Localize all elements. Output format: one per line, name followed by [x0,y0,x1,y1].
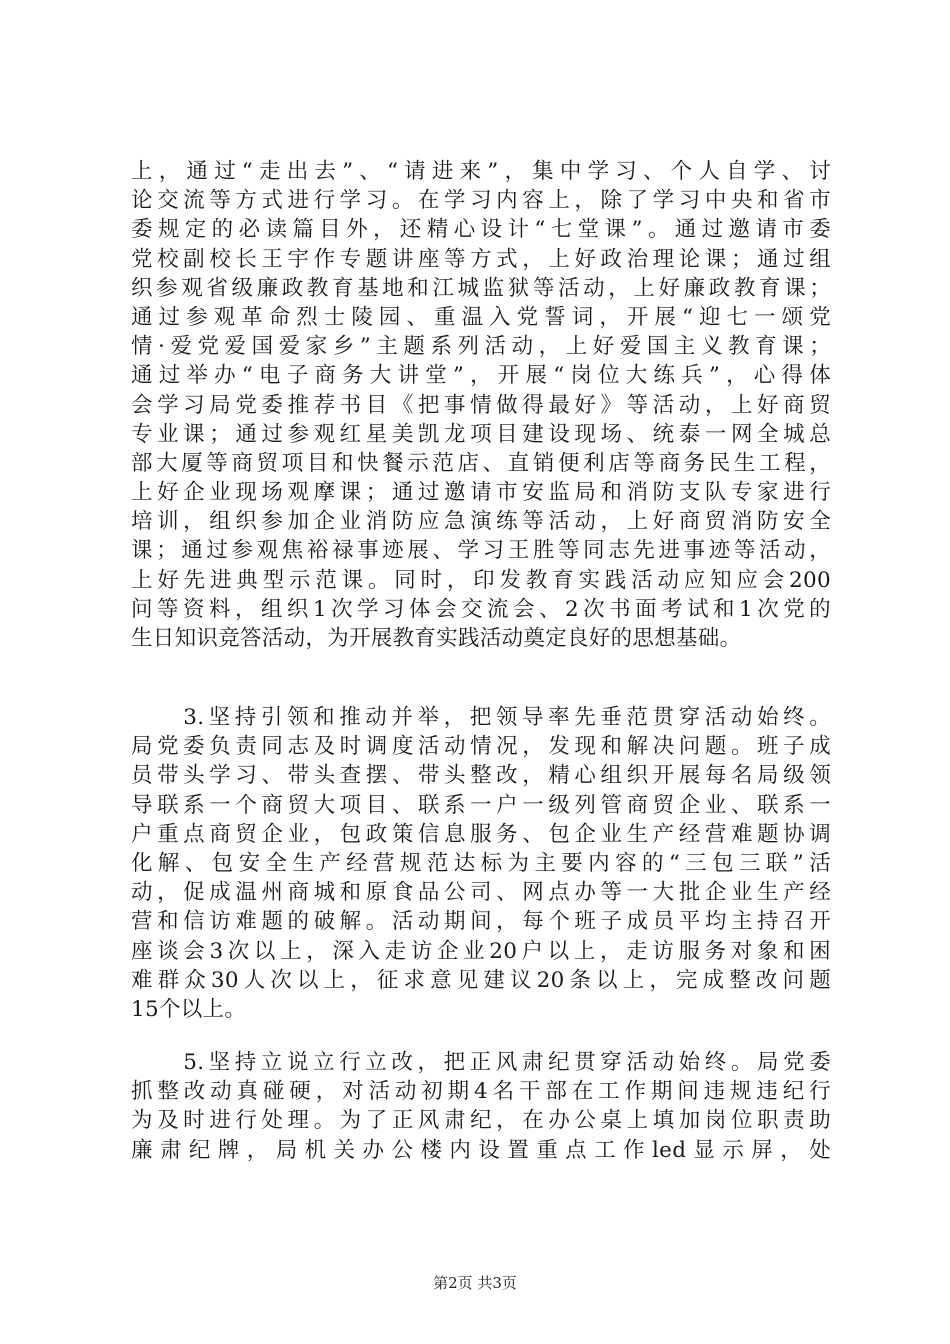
text-line: 营和信访难题的破解。活动期间，每个班子成员平均主持召开 [131,909,831,935]
page-footer: 第2页 共3页 [433,1274,517,1292]
text-line: 通过参观革命烈士陵园、重温入党誓词，开展“迎七一颂党 [131,304,831,330]
text-line: 织参观省级廉政教育基地和江城监狱等活动，上好廉政教育课； [131,275,831,301]
text-line: 问等资料，组织1次学习体会交流会、2次书面考试和1次党的 [131,596,831,622]
text-line: 课；通过参观焦裕禄事迹展、学习王胜等同志先进事迹等活动， [131,538,831,564]
paragraph-study-courses [131,157,831,653]
text-line: 生日知识竞答活动，为开展教育实践活动奠定良好的思想基础。 [131,626,742,651]
text-line: 局党委负责同志及时调度活动情况，发现和解决问题。班子成 [131,734,831,760]
paragraph-discipline [131,1048,831,1165]
text-line: 情·爱党爱国爱家乡”主题系列活动，上好爱国主义教育课； [131,334,831,360]
text-line: 员带头学习、带头查摆、带头整改，精心组织开展每名局级领 [131,763,831,789]
text-line: 上好先进典型示范课。同时，印发教育实践活动应知应会200 [131,567,831,593]
text-line: 15个以上。 [131,996,247,1022]
text-line: 廉肃纪牌，局机关办公楼内设置重点工作led显示屏，处 [131,1137,831,1163]
text-line: 5.坚持立说立行立改，把正风肃纪贯穿活动始终。局党委 [131,1050,831,1075]
text-line: 上好企业现场观摩课；通过邀请市安监局和消防支队专家进行 [131,480,831,506]
text-line: 培训，组织参加企业消防应急演练等活动，上好商贸消防安全 [131,509,831,535]
text-line: 户重点商贸企业，包政策信息服务、包企业生产经营难题协调 [131,821,831,847]
text-line: 导联系一个商贸大项目、联系一户一级列管商贸企业、联系一 [131,792,831,818]
text-line: 抓整改动真碰硬，对活动初期4名干部在工作期间违规违纪行 [131,1079,831,1105]
text-line: 委规定的必读篇目外，还精心设计“七堂课”。通过邀请市委 [131,217,831,243]
text-line: 专业课；通过参观红星美凯龙项目建设现场、统泰一网全城总 [131,421,831,447]
text-line: 座谈会3次以上，深入走访企业20户以上，走访服务对象和困 [131,938,831,964]
text-line: 会学习局党委推荐书目《把事情做得最好》等活动，上好商贸 [131,392,831,418]
text-line: 化解、包安全生产经营规范达标为主要内容的“三包三联”活 [131,850,831,876]
text-line: 党校副校长王宇作专题讲座等方式，上好政治理论课；通过组 [131,246,831,272]
text-line: 3.坚持引领和推动并举，把领导率先垂范贯穿活动始终。 [131,705,831,730]
text-line: 通过举办“电子商务大讲堂”，开展“岗位大练兵”，心得体 [131,363,831,389]
paragraph-leadership-example [131,703,831,1024]
text-line: 部大厦等商贸项目和快餐示范店、直销便利店等商务民生工程， [131,450,831,476]
text-line: 难群众30人次以上，征求意见建议20条以上，完成整改问题 [131,967,831,993]
text-line: 动，促成温州商城和原食品公司、网点办等一大批企业生产经 [131,880,831,906]
text-line: 上，通过“走出去”、“请进来”，集中学习、个人自学、讨 [131,159,831,184]
text-line: 为及时进行处理。为了正风肃纪，在办公桌上填加岗位职责助 [131,1108,831,1134]
text-line: 论交流等方式进行学习。在学习内容上，除了学习中央和省市 [131,188,831,214]
